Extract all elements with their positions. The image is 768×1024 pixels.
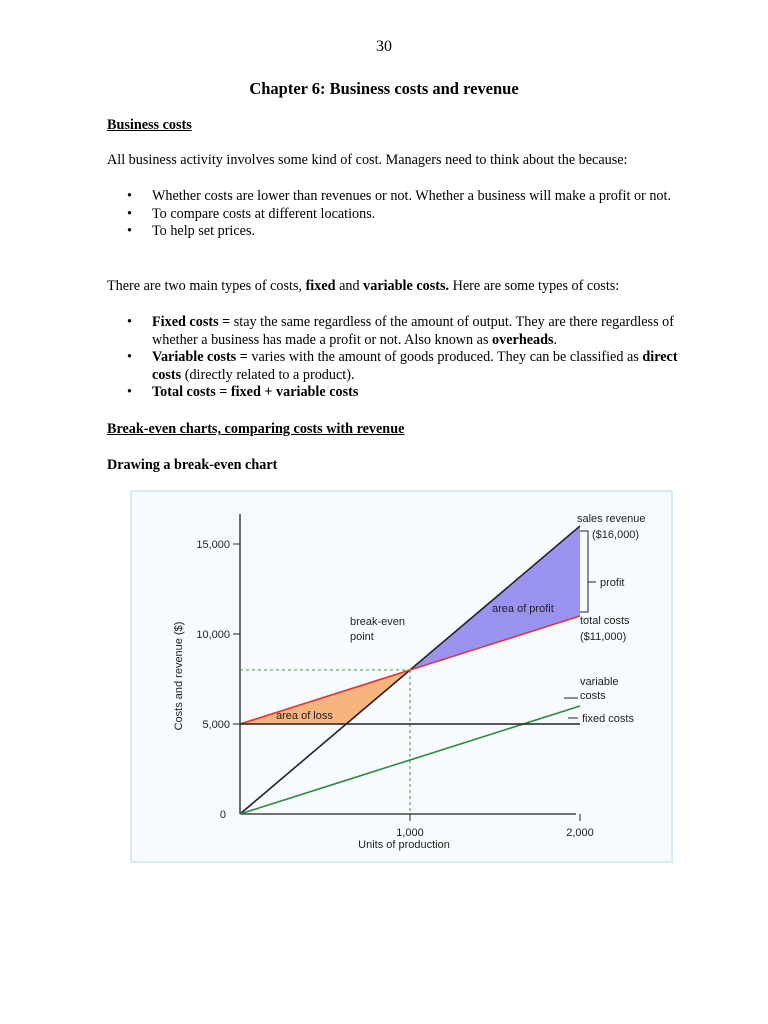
- profit-label: profit: [600, 577, 625, 589]
- list-item-text: To compare costs at different locations.: [152, 205, 376, 222]
- y-tick-label: 0: [219, 809, 226, 821]
- definition-end: .: [553, 331, 558, 348]
- sales-revenue-label: sales revenue: [577, 513, 646, 525]
- term-secondary: overheads: [492, 331, 554, 348]
- area-of-profit-label: area of profit: [492, 603, 554, 615]
- list-item-text: To help set prices.: [152, 223, 256, 239]
- sub-heading-drawing-chart: Drawing a break-even chart: [107, 457, 278, 473]
- total-costs-label: total costs: [580, 615, 630, 627]
- list-item: • Whether costs are lower than revenues or not. Whether a business will make a profit or not.: [127, 188, 671, 204]
- break-even-chart: [132, 492, 675, 865]
- definition: stay the same regardless of the amount of output. They are there regardless of whether a business has made a profit or not. Also known as: [152, 314, 674, 348]
- list-item: • To compare costs at different locations.: [127, 205, 376, 222]
- break-even-label: break-even: [350, 616, 406, 628]
- x-tick-label: 1,000: [396, 827, 424, 839]
- sales-revenue-value: ($16,000): [592, 529, 640, 541]
- y-axis-label: Costs and revenue ($): [173, 621, 185, 731]
- intro-text: Here are some types of costs:: [449, 278, 620, 294]
- x-axis-label: Units of production: [358, 839, 450, 851]
- definition: varies with the amount of goods produced. They can be classified as: [247, 349, 643, 365]
- page-number: 30: [376, 38, 392, 55]
- term-secondary: direct costs: [152, 349, 678, 383]
- list-item: • Total costs = fixed + variable costs: [127, 384, 359, 400]
- variable-costs-label: variable: [580, 676, 619, 688]
- profit-bracket: [580, 531, 588, 612]
- x-tick-label: 2,000: [566, 827, 594, 839]
- list-item: • To help set prices.: [127, 223, 256, 239]
- variable-costs-label-2: costs: [580, 690, 606, 702]
- break-even-chart-figure: [130, 490, 673, 863]
- y-tick-label: 10,000: [196, 629, 230, 641]
- area-of-loss-label: area of loss: [276, 710, 333, 722]
- intro-bold-fixed: fixed: [305, 278, 336, 294]
- term: Variable costs =: [152, 349, 248, 365]
- intro-bold-variable: variable costs.: [363, 278, 450, 294]
- cost-types-list: [107, 314, 697, 402]
- chapter-title: Chapter 6: Business costs and revenue: [249, 79, 519, 98]
- y-tick-label: 15,000: [196, 539, 230, 551]
- term: Total costs = fixed + variable costs: [152, 384, 359, 400]
- intro-text: There are two main types of costs,: [107, 278, 306, 294]
- section-heading-business-costs: Business costs: [107, 117, 192, 133]
- break-even-label-2: point: [350, 631, 374, 643]
- list-item: • Fixed costs = stay the same regardless of the amount of output. They are there regardless of whether a business has made a profit or not. Also known as overheads.: [127, 314, 674, 348]
- reasons-list: [107, 188, 697, 241]
- fixed-costs-label: fixed costs: [582, 713, 634, 725]
- total-costs-value: ($11,000): [580, 631, 627, 643]
- intro-text: and: [335, 278, 364, 294]
- list-item: • Variable costs = varies with the amount of goods produced. They can be classified as direct costs (directly related to a product).: [127, 349, 678, 383]
- intro-paragraph: All business activity involves some kind of cost. Managers need to think about the because:: [107, 152, 628, 168]
- section-heading-break-even: Break-even charts, comparing costs with revenue: [107, 421, 405, 437]
- cost-types-intro: [107, 278, 707, 296]
- list-item-text: Whether costs are lower than revenues or not. Whether a business will make a profit or not.: [152, 188, 671, 204]
- y-tick-label: 5,000: [202, 719, 230, 731]
- term: Fixed costs =: [152, 314, 231, 330]
- definition-end: (directly related to a product).: [181, 366, 355, 383]
